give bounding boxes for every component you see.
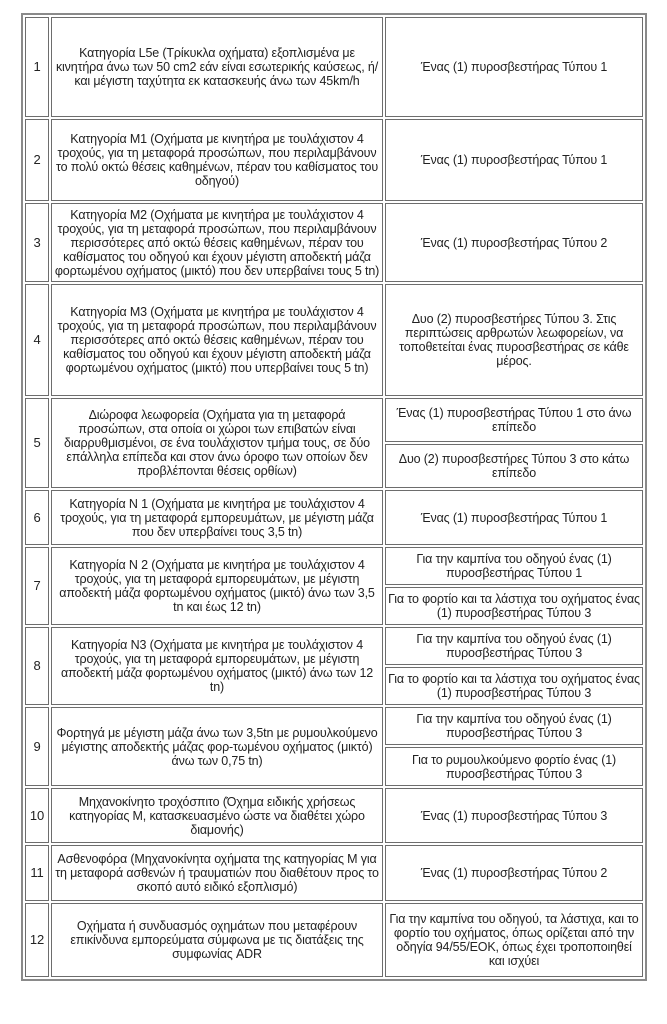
table-row — [25, 903, 643, 977]
table-row — [25, 119, 643, 201]
extinguisher-requirement: Δυο (2) πυροσβεστήρες Τύπου 3 στο κάτω επίπεδο — [385, 444, 643, 488]
extinguisher-requirement: Για την καμπίνα του οδηγού ένας (1) πυροσβεστήρας Τύπου 1 — [385, 547, 643, 585]
extinguisher-requirement: Ένας (1) πυροσβεστήρας Τύπου 1 στο άνω επίπεδο — [385, 398, 643, 442]
extinguisher-requirement: Για την καμπίνα του οδηγού, τα λάστιχα, και το φορτίο του οχήματος, όπως ορίζεται από την οδηγία 94/55/ΕΟΚ, όπως έχει τροποποιηθεί και ισχύει — [385, 903, 643, 977]
table-row — [25, 845, 643, 901]
row-number: 11 — [25, 845, 49, 901]
table-row — [25, 490, 643, 545]
table-row — [25, 203, 643, 282]
vehicle-category: Κατηγορία Μ1 (Οχήματα με κινητήρα με τουλάχιστον 4 τροχούς, για τη μεταφορά προσώπων, που περιλαμβάνουν το πολύ οκτώ θέσεις καθημένων, πέραν του καθίσματος του οδηγού) — [51, 119, 383, 201]
extinguisher-requirement: Για το ρυμουλκούμενο φορτίο ένας (1) πυροσβεστήρας Τύπου 3 — [385, 747, 643, 786]
row-number: 6 — [25, 490, 49, 545]
vehicle-category: Κατηγορία Μ2 (Οχήματα με κινητήρα με τουλάχιστον 4 τροχούς, για τη μεταφορά προσώπων, που περιλαμβάνουν περισσότερες από οκτώ θέσεις καθημένων, πέραν του καθίσματος του οδηγού και έχουν μέγιστη αποδεκτή μάζα φορτωμένου οχήματος (μικτό) που δεν υπερβαίνει τους 5 tn) — [51, 203, 383, 282]
vehicle-category: Κατηγορία Μ3 (Οχήματα με κινητήρα με τουλάχιστον 4 τροχούς, για τη μεταφορά προσώπων, που περιλαμβάνουν περισσότερες από οκτώ θέσεις καθημένων, πέραν του καθίσματος του οδηγού και έχουν μέγιστη αποδεκτή μάζα φορτωμένου οχήματος (μικτό) που υπερβαίνει τους 5 tn) — [51, 284, 383, 396]
row-number: 8 — [25, 627, 49, 705]
vehicle-category: Οχήματα ή συνδυασμός οχημάτων που μεταφέρουν επικίνδυνα εμπορεύματα σύμφωνα με τις διατάξεις της συμφωνίας ADR — [51, 903, 383, 977]
row-number: 3 — [25, 203, 49, 282]
vehicle-category: Φορτηγά με μέγιστη μάζα άνω των 3,5tn με ρυμουλκούμενο μέγιστης αποδεκτής μάζας φορ-τωμένου οχήματος (μικτό) άνω των 0,75 tn) — [51, 707, 383, 786]
vehicle-category: Ασθενοφόρα (Μηχανοκίνητα οχήματα της κατηγορίας Μ για τη μεταφορά ασθενών ή τραυματιών που διαθέτουν προς το σκοπό αυτό ειδικό εξοπλισμό) — [51, 845, 383, 901]
table-row — [25, 398, 643, 442]
table-body — [25, 17, 643, 977]
table-row — [25, 547, 643, 585]
extinguisher-requirement: Για την καμπίνα του οδηγού ένας (1) πυροσβεστήρας Τύπου 3 — [385, 627, 643, 665]
row-number: 7 — [25, 547, 49, 625]
row-number: 12 — [25, 903, 49, 977]
vehicle-category: Κατηγορία Ν 2 (Οχήματα με κινητήρα με τουλάχιστον 4 τροχούς, για τη μεταφορά εμπορευμάτων, με μέγιστη αποδεκτή μάζα φορτωμένου οχήματος (μικτό) άνω των 3,5 tn και έως 12 tn) — [51, 547, 383, 625]
vehicle-category: Κατηγορία Ν 1 (Οχήματα με κινητήρα με τουλάχιστον 4 τροχούς, για τη μεταφορά εμπορευμάτων, με μέγιστη μάζα που δεν υπερβαίνει τους 3,5 tn) — [51, 490, 383, 545]
table-row — [25, 284, 643, 396]
vehicle-category: Διώροφα λεωφορεία (Οχήματα για τη μεταφορά προσώπων, στα οποία οι χώροι των επιβατών είναι διαρρυθμισμένοι, σε ένα τουλάχιστον τμήμα τους, σε δύο επάλληλα επίπεδα και στον άνω όροφο των οποίων δεν προβλέπονται θέσεις ορθίων) — [51, 398, 383, 488]
row-number: 5 — [25, 398, 49, 488]
extinguisher-requirement: Για το φορτίο και τα λάστιχα του οχήματος ένας (1) πυροσβεστήρας Τύπου 3 — [385, 667, 643, 705]
extinguisher-requirement: Ένας (1) πυροσβεστήρας Τύπου 1 — [385, 490, 643, 545]
table-row — [25, 627, 643, 665]
extinguisher-requirement: Ένας (1) πυροσβεστήρας Τύπου 1 — [385, 119, 643, 201]
fire-extinguisher-requirements-table — [21, 13, 647, 981]
extinguisher-requirement: Ένας (1) πυροσβεστήρας Τύπου 3 — [385, 788, 643, 843]
extinguisher-requirement: Ένας (1) πυροσβεστήρας Τύπου 2 — [385, 845, 643, 901]
table-row — [25, 17, 643, 117]
row-number: 4 — [25, 284, 49, 396]
extinguisher-requirement: Ένας (1) πυροσβεστήρας Τύπου 1 — [385, 17, 643, 117]
extinguisher-requirement: Δυο (2) πυροσβεστήρες Τύπου 3. Στις περιπτώσεις αρθρωτών λεωφορείων, να τοποθετείται ένας πυροσβεστήρας σε κάθε μέρος. — [385, 284, 643, 396]
table-row — [25, 788, 643, 843]
row-number: 1 — [25, 17, 49, 117]
vehicle-category: Κατηγορία L5e (Τρίκυκλα οχήματα) εξοπλισμένα με κινητήρα άνω των 50 cm2 εάν είναι εσωτερικής καύσεως, ή/και μέγιστη ταχύτητα εκ κατασκευής άνω των 45km/h — [51, 17, 383, 117]
extinguisher-requirement: Για το φορτίο και τα λάστιχα του οχήματος ένας (1) πυροσβεστήρας Τύπου 3 — [385, 587, 643, 625]
row-number: 10 — [25, 788, 49, 843]
extinguisher-requirement: Ένας (1) πυροσβεστήρας Τύπου 2 — [385, 203, 643, 282]
row-number: 9 — [25, 707, 49, 786]
vehicle-category: Κατηγορία Ν3 (Οχήματα με κινητήρα με τουλάχιστον 4 τροχούς, για τη μεταφορά εμπορευμάτων, με μέγιστη αποδεκτή μάζα φορτωμένου οχήματος (μικτό) άνω των 12 tn) — [51, 627, 383, 705]
table-row — [25, 707, 643, 745]
row-number: 2 — [25, 119, 49, 201]
extinguisher-requirement: Για την καμπίνα του οδηγού ένας (1) πυροσβεστήρας Τύπου 3 — [385, 707, 643, 745]
vehicle-category: Μηχανοκίνητο τροχόσπιτο (Όχημα ειδικής χρήσεως κατηγορίας Μ, κατασκευασμένο ώστε να διαθέτει χώρο διαμονής) — [51, 788, 383, 843]
